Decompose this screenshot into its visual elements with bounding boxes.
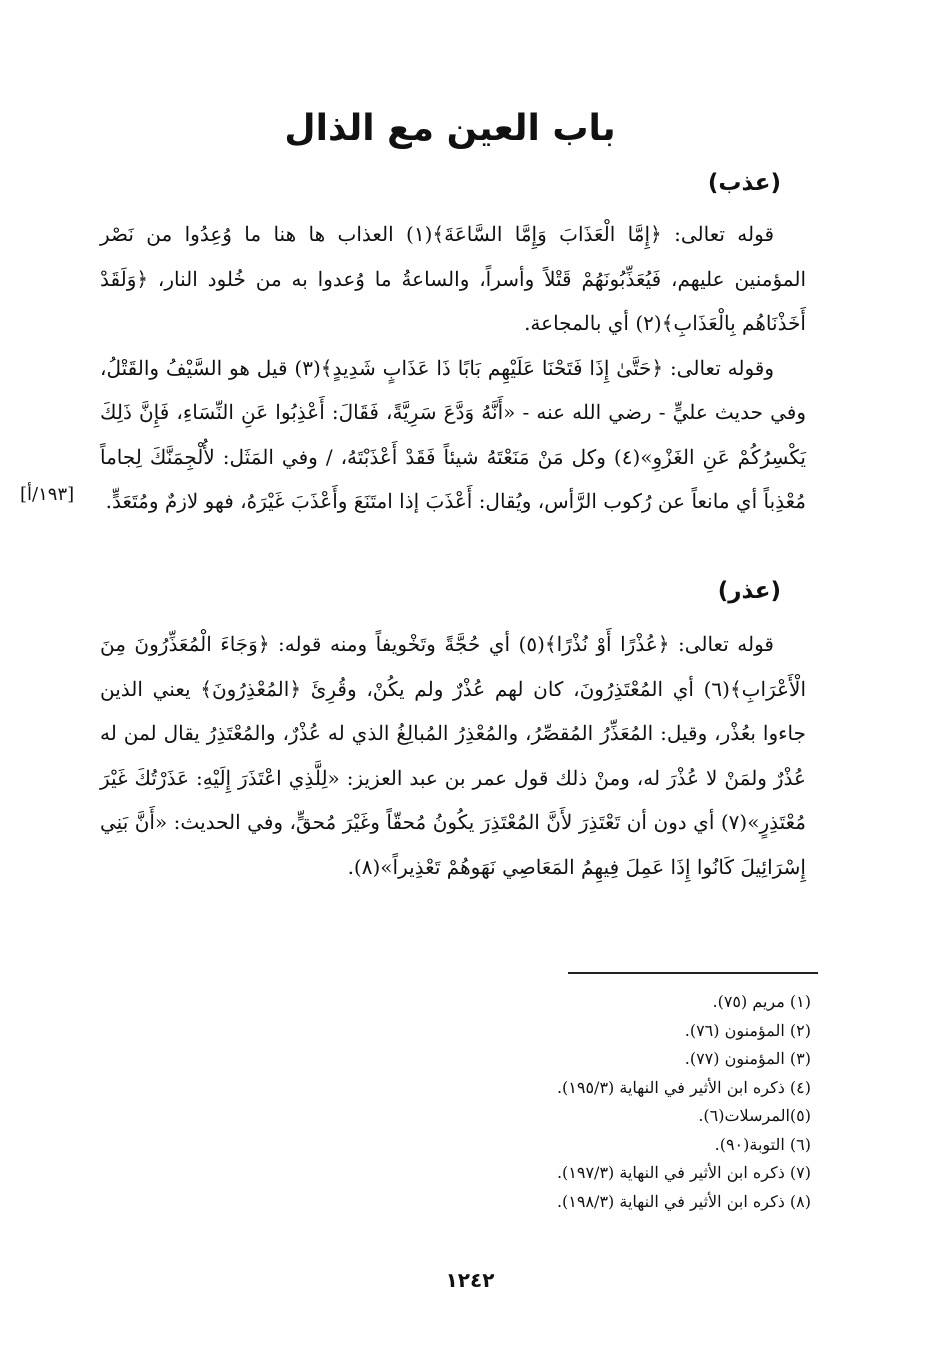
- footnote: (٧) ذكره ابن الأثير في النهاية (١٩٧/٣).: [556, 1163, 811, 1182]
- footnote: (١) مريم (٧٥).: [712, 992, 811, 1011]
- paragraph-text: قوله تعالى: ﴿عُذْرًا أَوْ نُذْرًا﴾(٥) أي حُجَّةً وتَخْويفاً ومنه قوله: ﴿وَجَاءَ الْمُعَذِّرُونَ مِنَ الْأَعْرَابِ﴾(٦) أي المُعْتَذِرُونَ، كان لهم عُذْرٌ ولم يكُنْ، وقُرِئَ ﴿المُعْذِرُونَ﴾ يعني الذين جاءوا بعُذْر، وقيل: المُعَذِّرُ المُقصِّرُ، والمُعْذِرُ المُبالِغُ الذي له عُذْرٌ، والمُعْتَذِرُ يقال لمن له عُذْرٌ ولمَنْ لا عُذْرَ له، ومنْ ذلك قول عمر بن عبد العزيز: «لِلَّذِي اعْتَذَرَ إِلَيْهِ: عَذَرْتُكَ غَيْرَ مُعْتَذِرٍ»(٧) أي دون أن تَعْتَذِرَ لأَنَّ المُعْتَذِرَ يكُونُ مُحقّاً وغَيْرَ مُحقٍّ، وفي الحديث: «أَنَّ بَنِي إِسْرَائِيلَ كَانُوا إِذَا عَمِلَ فِيهِمُ المَعَاصِي نَهَوهُمْ تَعْذِيراً»(٨).: [100, 632, 806, 879]
- paragraph: [100, 346, 806, 524]
- footnote: (٦) التوبة(٩٠).: [714, 1134, 811, 1154]
- paragraph: [100, 622, 806, 889]
- margin-folio-reference: [١٩٣/أ]: [20, 484, 75, 505]
- paragraph: [100, 212, 806, 346]
- chapter-title: باب العين مع الذال: [284, 108, 616, 149]
- page-number: ١٢٤٢: [445, 1268, 495, 1292]
- paragraph-text: وقوله تعالى: ﴿حَتَّىٰ إِذَا فَتَحْنَا عَلَيْهِم بَابًا ذَا عَذَابٍ شَدِيدٍ﴾(٣) قيل هو السَّيْفُ والقَتْلُ، وفي حديث عليٍّ - رضي الله عنه - «أَنَّهُ وَدَّعَ سَرِيَّةً، فَقَالَ: أَعْذِبُوا عَنِ النِّسَاءِ، فَإِنَّ ذَلِكَ يَكْسِرُكُمْ عَنِ الغَزْوِ»(٤) وكل مَنْ مَنَعْتَهُ شيئاً فَقَدْ أَعْذَبْتَهُ، / وفي المَثَل: لأُلْجِمَنَّكَ لِجاماً مُعْذِباً أي مانعاً عن رُكوب الرَّأس، ويُقال: أَعْذَبَ إذا امتَنَعَ وأَعْذَبَ غَيْرَهُ، فهو لازمٌ ومُتَعَدٍّ.: [100, 355, 806, 513]
- footnote: (٣) المؤمنون (٧٧).: [684, 1049, 811, 1068]
- root-heading-adhr: (عذر): [717, 578, 781, 604]
- footnote: (٥)المرسلات(٦).: [698, 1106, 811, 1125]
- section-adhr-body: [100, 622, 806, 889]
- root-heading-adhb: (عذب): [707, 170, 781, 196]
- paragraph-text: قوله تعالى: ﴿إِمَّا الْعَذَابَ وَإِمَّا السَّاعَةَ﴾(١) العذاب ها هنا ما وُعِدُوا من نَصْر المؤمنين عليهم، فَيُعَذِّبُونَهُمْ قَتْلاً وأسراً، والساعةُ ما وُعدوا به من خُلود النار، ﴿وَلَقَدْ أَخَذْنَاهُم بِالْعَذَابِ﴾(٢) أي بالمجاعة.: [100, 222, 806, 335]
- footnotes-list: [291, 988, 811, 1216]
- footnote: (٤) ذكره ابن الأثير في النهاية (١٩٥/٣).: [556, 1077, 811, 1097]
- footnote: (٢) المؤمنون (٧٦).: [684, 1020, 811, 1040]
- footnote-separator: [568, 972, 818, 974]
- footnote: (٨) ذكره ابن الأثير في النهاية (١٩٨/٣).: [556, 1191, 811, 1211]
- section-adhb-body: [100, 212, 806, 524]
